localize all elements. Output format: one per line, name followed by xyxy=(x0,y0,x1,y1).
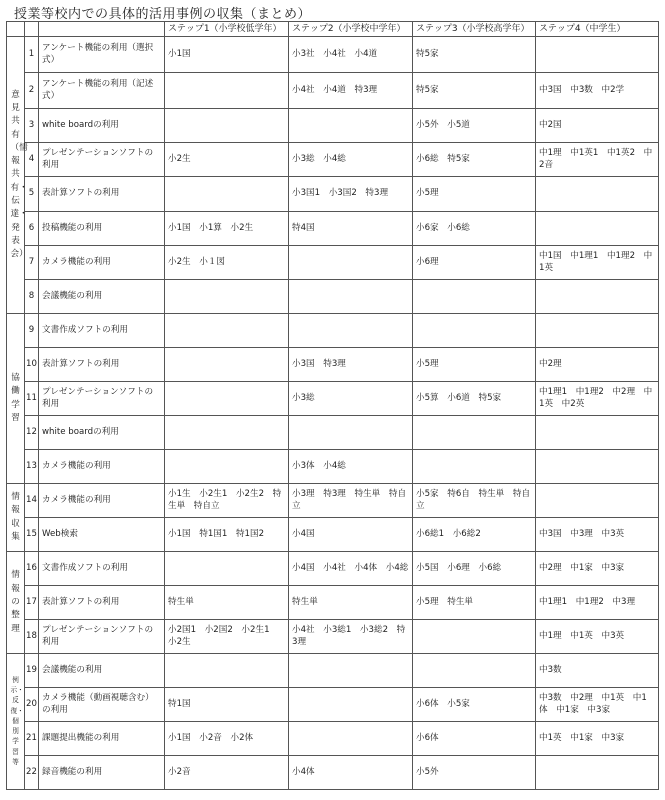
step1-cell xyxy=(165,450,289,484)
step2-cell xyxy=(289,314,413,348)
step1-cell xyxy=(165,382,289,416)
step4-cell: 中3国 中3理 中3英 xyxy=(536,518,659,552)
step1-cell: 小1生 小2生1 小2生2 特生単 特自立 xyxy=(165,484,289,518)
header-step3: ステップ3（小学校高学年） xyxy=(413,22,536,37)
table-row xyxy=(7,177,659,212)
item-name: プレゼンテーションソフトの利用 xyxy=(39,143,165,177)
step1-cell xyxy=(165,177,289,212)
table-row xyxy=(7,450,659,484)
step3-cell: 小5国 小6理 小6総 xyxy=(413,552,536,586)
item-name: Web検索 xyxy=(39,518,165,552)
row-number: 19 xyxy=(25,654,39,688)
table-row xyxy=(7,484,659,518)
page-title: 授業等校内での具体的活用事例の収集（まとめ） xyxy=(14,7,312,22)
step3-cell: 小5外 小5道 xyxy=(413,109,536,143)
step1-cell: 特生単 xyxy=(165,586,289,620)
step3-cell xyxy=(413,450,536,484)
item-name: カメラ機能の利用 xyxy=(39,450,165,484)
table-row xyxy=(7,416,659,450)
step1-cell: 小2音 xyxy=(165,756,289,790)
category-label xyxy=(7,654,25,790)
table-row xyxy=(7,722,659,756)
step2-cell: 小4国 小4社 小4体 小4総 xyxy=(289,552,413,586)
item-name: 録音機能の利用 xyxy=(39,756,165,790)
item-name: 文書作成ソフトの利用 xyxy=(39,314,165,348)
row-number: 13 xyxy=(25,450,39,484)
step2-cell: 小3総 小4総 xyxy=(289,143,413,177)
category-label-text: 情報収集 xyxy=(11,492,20,542)
item-name: 会議機能の利用 xyxy=(39,654,165,688)
row-number: 18 xyxy=(25,620,39,654)
step3-cell: 特5家 xyxy=(413,37,536,73)
row-number: 10 xyxy=(25,348,39,382)
step2-cell: 特4国 xyxy=(289,212,413,246)
table-row xyxy=(7,109,659,143)
category-label-text: 協働学習 xyxy=(11,373,20,423)
step2-cell: 小4体 xyxy=(289,756,413,790)
item-name: 表計算ソフトの利用 xyxy=(39,586,165,620)
item-name: カメラ機能の利用 xyxy=(39,246,165,280)
step1-cell: 小1国 特1国1 特1国2 xyxy=(165,518,289,552)
step2-cell xyxy=(289,280,413,314)
step1-cell xyxy=(165,416,289,450)
item-name: 表計算ソフトの利用 xyxy=(39,177,165,212)
step3-cell xyxy=(413,416,536,450)
item-name: アンケート機能の利用（選択式） xyxy=(39,37,165,73)
table-row xyxy=(7,73,659,109)
table-row xyxy=(7,620,659,654)
item-name: 課題提出機能の利用 xyxy=(39,722,165,756)
table-row xyxy=(7,280,659,314)
step1-cell xyxy=(165,654,289,688)
step1-cell xyxy=(165,552,289,586)
step4-cell xyxy=(536,416,659,450)
step4-cell: 中3国 中3数 中2学 xyxy=(536,73,659,109)
header-blank xyxy=(39,22,165,37)
row-number: 22 xyxy=(25,756,39,790)
step2-cell xyxy=(289,654,413,688)
step4-cell: 中3数 中2理 中1英 中1体 中1家 中3家 xyxy=(536,688,659,722)
table-row xyxy=(7,143,659,177)
step3-cell: 小5理 xyxy=(413,177,536,212)
row-number: 17 xyxy=(25,586,39,620)
step3-cell: 小5理 xyxy=(413,348,536,382)
row-number: 14 xyxy=(25,484,39,518)
item-name: カメラ機能（動画視聴含む）の利用 xyxy=(39,688,165,722)
category-label xyxy=(7,314,25,484)
row-number: 9 xyxy=(25,314,39,348)
step3-cell xyxy=(413,654,536,688)
table-row xyxy=(7,586,659,620)
step2-cell: 小3社 小4社 小4道 xyxy=(289,37,413,73)
step4-cell xyxy=(536,450,659,484)
step2-cell xyxy=(289,109,413,143)
step2-cell xyxy=(289,722,413,756)
step2-cell xyxy=(289,416,413,450)
item-name: 投稿機能の利用 xyxy=(39,212,165,246)
header-blank xyxy=(25,22,39,37)
step2-cell: 小3国1 小3国2 特3理 xyxy=(289,177,413,212)
step2-cell xyxy=(289,688,413,722)
step3-cell: 特5家 xyxy=(413,73,536,109)
step3-cell: 小5理 特生単 xyxy=(413,586,536,620)
row-number: 6 xyxy=(25,212,39,246)
category-label xyxy=(7,484,25,552)
step1-cell: 小2生 xyxy=(165,143,289,177)
category-label-text: 例示・反復・個別学習等 xyxy=(10,675,24,766)
step1-cell: 小2生 小１図 xyxy=(165,246,289,280)
step3-cell: 小5外 xyxy=(413,756,536,790)
step3-cell: 小5算 小6道 特5家 xyxy=(413,382,536,416)
table-row xyxy=(7,382,659,416)
item-name: プレゼンテーションソフトの利用 xyxy=(39,620,165,654)
table-row xyxy=(7,348,659,382)
step2-cell: 小4国 xyxy=(289,518,413,552)
step1-cell: 小1国 小2音 小2体 xyxy=(165,722,289,756)
step2-cell: 小3総 xyxy=(289,382,413,416)
step3-cell: 小6体 小5家 xyxy=(413,688,536,722)
row-number: 4 xyxy=(25,143,39,177)
row-number: 5 xyxy=(25,177,39,212)
step1-cell: 特1国 xyxy=(165,688,289,722)
step4-cell: 中1理1 中1理2 中2理 中1英 中2英 xyxy=(536,382,659,416)
row-number: 1 xyxy=(25,37,39,73)
item-name: white boardの利用 xyxy=(39,109,165,143)
step4-cell xyxy=(536,484,659,518)
step4-cell: 中1理 中1英 中3英 xyxy=(536,620,659,654)
table-row xyxy=(7,552,659,586)
item-name: アンケート機能の利用（記述式） xyxy=(39,73,165,109)
step3-cell: 小5家 特6自 特生単 特自立 xyxy=(413,484,536,518)
step3-cell: 小6家 小6総 xyxy=(413,212,536,246)
step2-cell xyxy=(289,246,413,280)
step4-cell xyxy=(536,314,659,348)
header-step1: ステップ1（小学校低学年） xyxy=(165,22,289,37)
table-row xyxy=(7,756,659,790)
step4-cell xyxy=(536,37,659,73)
step3-cell xyxy=(413,620,536,654)
step1-cell xyxy=(165,73,289,109)
item-name: 文書作成ソフトの利用 xyxy=(39,552,165,586)
header-row xyxy=(7,22,659,37)
item-name: プレゼンテーションソフトの利用 xyxy=(39,382,165,416)
row-number: 21 xyxy=(25,722,39,756)
item-name: 会議機能の利用 xyxy=(39,280,165,314)
step1-cell xyxy=(165,280,289,314)
step3-cell xyxy=(413,314,536,348)
table-row xyxy=(7,654,659,688)
item-name: 表計算ソフトの利用 xyxy=(39,348,165,382)
step1-cell: 小1国 xyxy=(165,37,289,73)
step4-cell xyxy=(536,756,659,790)
step1-cell xyxy=(165,348,289,382)
category-label xyxy=(7,37,28,314)
step4-cell: 中2理 xyxy=(536,348,659,382)
table-row xyxy=(7,246,659,280)
row-number: 15 xyxy=(25,518,39,552)
row-number: 11 xyxy=(25,382,39,416)
table-row xyxy=(7,314,659,348)
step4-cell xyxy=(536,177,659,212)
item-name: white boardの利用 xyxy=(39,416,165,450)
step3-cell xyxy=(413,280,536,314)
step2-cell: 小4社 小4道 特3理 xyxy=(289,73,413,109)
header-blank xyxy=(7,22,25,37)
step2-cell: 小3理 特3理 特生単 特自立 xyxy=(289,484,413,518)
category-label xyxy=(7,552,25,654)
category-label-text: 情報の整理 xyxy=(11,570,20,634)
step2-cell: 小4社 小3総1 小3総2 特3理 xyxy=(289,620,413,654)
table-row xyxy=(7,212,659,246)
table-row xyxy=(7,37,659,73)
row-number: 2 xyxy=(25,73,39,109)
step4-cell: 中1理1 中1理2 中3理 xyxy=(536,586,659,620)
step4-cell: 中1理 中1英1 中1英2 中2音 xyxy=(536,143,659,177)
row-number: 16 xyxy=(25,552,39,586)
step4-cell: 中1国 中1理1 中1理2 中1英 xyxy=(536,246,659,280)
step3-cell: 小6総 特5家 xyxy=(413,143,536,177)
row-number: 7 xyxy=(25,246,39,280)
step2-cell: 小3体 小4総 xyxy=(289,450,413,484)
item-name: カメラ機能の利用 xyxy=(39,484,165,518)
step3-cell: 小6体 xyxy=(413,722,536,756)
header-step4: ステップ4（中学生） xyxy=(536,22,659,37)
table-row xyxy=(7,688,659,722)
row-number: 3 xyxy=(25,109,39,143)
usage-cases-table xyxy=(6,21,659,790)
row-number: 12 xyxy=(25,416,39,450)
step2-cell: 特生単 xyxy=(289,586,413,620)
row-number: 8 xyxy=(25,280,39,314)
category-label-text: 意見共有（情報共有・伝達・発表会） xyxy=(10,89,28,260)
step4-cell xyxy=(536,280,659,314)
step2-cell: 小3国 特3理 xyxy=(289,348,413,382)
step4-cell xyxy=(536,212,659,246)
step1-cell: 小1国 小1算 小2生 xyxy=(165,212,289,246)
step4-cell: 中1英 中1家 中3家 xyxy=(536,722,659,756)
step3-cell: 小6理 xyxy=(413,246,536,280)
row-number: 20 xyxy=(25,688,39,722)
step4-cell: 中2国 xyxy=(536,109,659,143)
step3-cell: 小6総1 小6総2 xyxy=(413,518,536,552)
step1-cell: 小2国1 小2国2 小2生1 小2生 xyxy=(165,620,289,654)
step4-cell: 中3数 xyxy=(536,654,659,688)
header-step2: ステップ2（小学校中学年） xyxy=(289,22,413,37)
step1-cell xyxy=(165,314,289,348)
table-row xyxy=(7,518,659,552)
step1-cell xyxy=(165,109,289,143)
step4-cell: 中2理 中1家 中3家 xyxy=(536,552,659,586)
